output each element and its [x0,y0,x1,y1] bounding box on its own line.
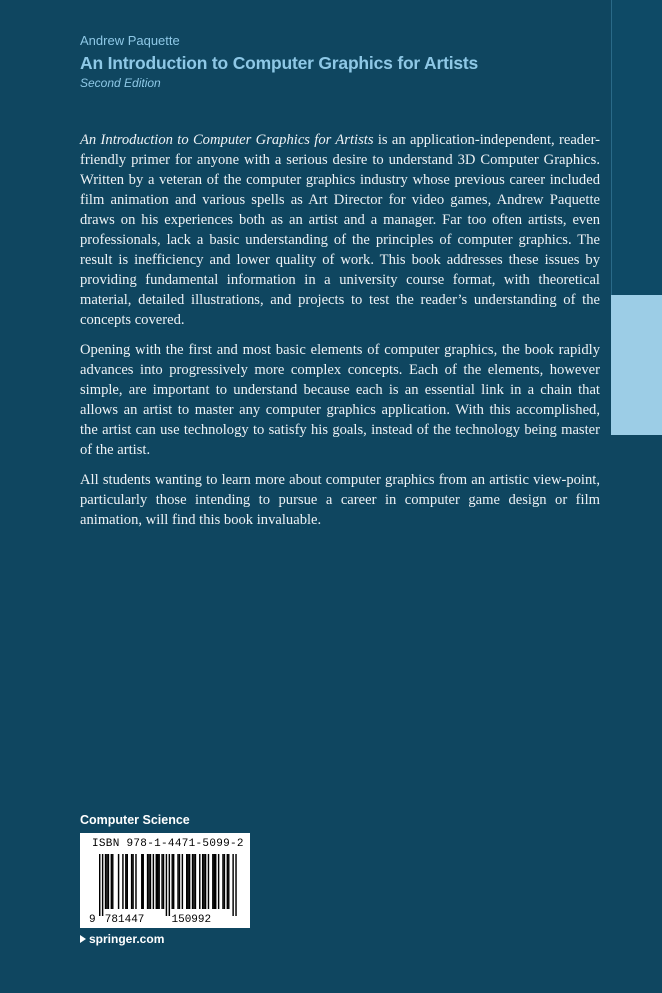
barcode-bar [147,854,148,909]
barcode-bar [186,854,187,909]
barcode-bar [199,854,200,909]
barcode-bar [179,854,180,909]
barcode-bar [172,854,173,909]
ean-first-digit: 9 [89,914,96,926]
barcode-bar [122,854,123,909]
barcode-bar [208,854,209,909]
barcode-bar [232,854,233,916]
barcode-bar [195,854,196,909]
barcode-bar [189,854,190,909]
barcode-bar [148,854,149,909]
barcode-bar [135,854,136,909]
barcode-bar [111,854,112,909]
barcode-bar [105,854,106,909]
barcode-bar [156,854,157,909]
barcode-bar [143,854,144,909]
barcode-bar [158,854,159,909]
book-header [80,33,478,91]
ean-right-digits: 150992 [171,914,212,926]
isbn-label: ISBN 978-1-4471-5099-2 [92,838,244,850]
barcode-bar [173,854,174,909]
blurb-paragraph-1 [80,130,600,330]
barcode-bar [99,854,100,916]
barcode-bar [131,854,132,909]
blurb-text [80,130,600,540]
barcode-bar [215,854,216,909]
barcode-bar [187,854,188,909]
barcode-bar [141,854,142,909]
publisher-site[interactable] [80,932,164,946]
subject-category: Computer Science [80,813,190,827]
barcode-bar [163,854,164,909]
ean-left-digits: 781447 [104,914,145,926]
barcode-bar [177,854,178,909]
publisher-site-text: springer.com [89,932,165,946]
barcode-bar [203,854,204,909]
barcode-graphic [87,854,245,926]
barcode-bar [132,854,133,909]
barcode-bar [222,854,223,909]
author-name: Andrew Paquette [80,33,180,48]
barcode-bar [153,854,154,909]
edition-label: Second Edition [80,76,161,90]
barcode-bar [112,854,113,909]
barcode-bar [228,854,229,909]
blurb-paragraph-2: Opening with the first and most basic elements of computer graphics, the book rapidly advances into progressively more complex concepts. Each of the elements, however simple, are important to understand because each is an essential link in a chain that allows an artist to master any computer graphics application. With this accomplished, the artist can use technology to satisfy his goals, instead of the technology being master of the artist. [80,342,600,458]
spine-strip-dark [611,0,662,295]
blurb-title-italic: An Introduction to Computer Graphics for Artists [80,132,374,148]
barcode-bar [182,854,183,909]
blurb-paragraph-3: All students wanting to learn more about computer graphics from an artistic view-point, particularly those intending to pursue a career in computer game design or film animation, will find this book invaluable. [80,472,600,528]
barcode-bar [192,854,193,909]
barcode-bar [125,854,126,909]
barcode-bar [166,854,167,916]
barcode-bar [205,854,206,909]
barcode-bar [108,854,109,909]
barcode-bar [218,854,219,909]
barcode-bar [157,854,158,909]
barcode-bar [212,854,213,909]
book-title: An Introduction to Computer Graphics for Artists [80,53,479,73]
barcode-bar [227,854,228,909]
barcode-bar [214,854,215,909]
barcode-bar [202,854,203,909]
barcode-bar [102,854,103,916]
barcode-bar [150,854,151,909]
barcode-bar [193,854,194,909]
spine-strip-light [611,295,662,435]
isbn-barcode [80,833,250,928]
barcode-bar [235,854,236,916]
arrow-right-icon [80,935,86,943]
barcode-bar [106,854,107,909]
barcode-bar [118,854,119,909]
barcode-bar [127,854,128,909]
barcode-bar [224,854,225,909]
blurb-paragraph-1-text: is an application-independent, reader-friendly primer for anyone with a serious desire to understand 3D Computer Graphics. Written by a veteran of the computer graphics industry whose previous career included film animation and various spells as Art Director for video games, Andrew Paquette draws on his experiences both as an artist and a manager. Far too often artists, even professionals, lack a basic understanding of the principles of computer graphics. The result is inefficiency and lower quality of work. This book addresses these issues by providing fundamental information in a university course format, with theoretical material, detailed illustrations, and projects to test the reader’s understanding of the concepts covered. [80,132,601,328]
barcode-bar [161,854,162,909]
spine-color-strip [611,0,662,435]
barcode-bar [169,854,170,916]
